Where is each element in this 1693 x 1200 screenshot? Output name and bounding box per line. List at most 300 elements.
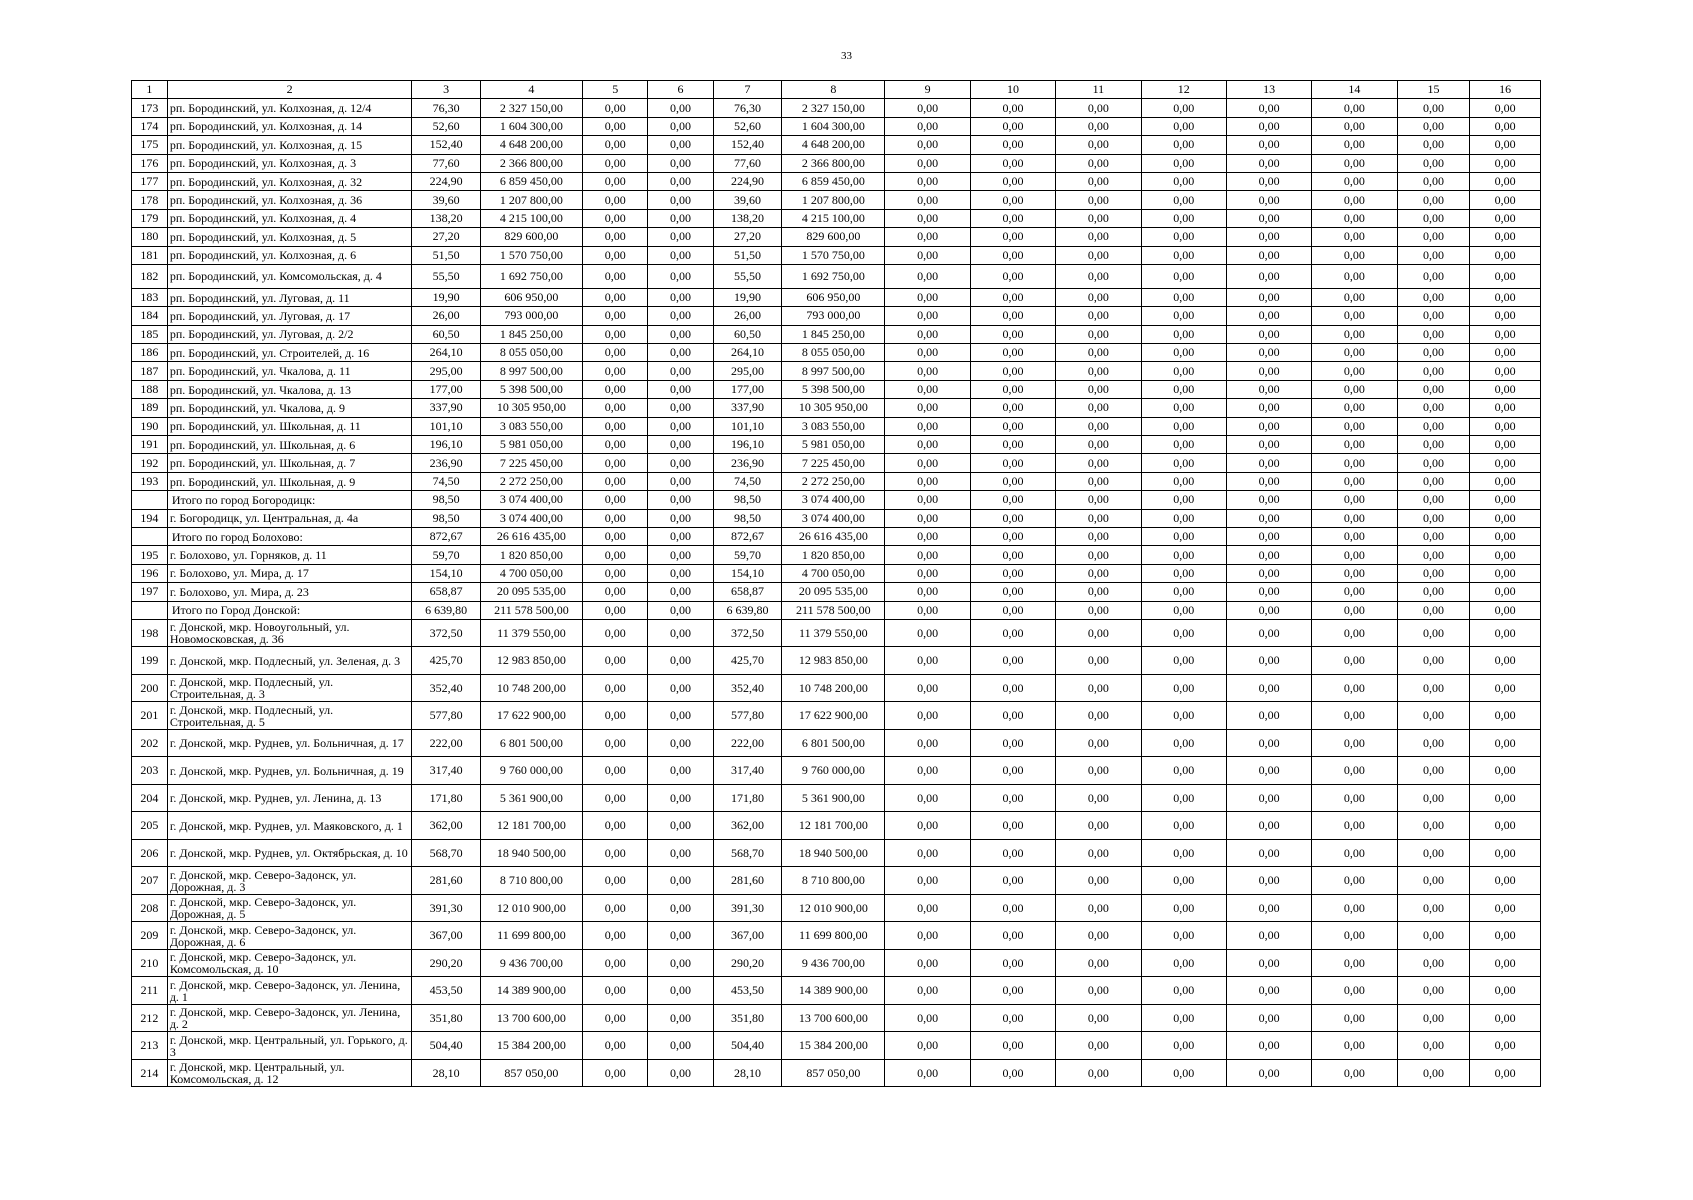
value-cell: 0,00 (970, 491, 1055, 509)
value-cell: 4 648 200,00 (480, 136, 582, 154)
value-cell: 0,00 (885, 325, 970, 343)
value-cell: 0,00 (1312, 1032, 1397, 1060)
value-cell: 372,50 (713, 619, 782, 647)
value-cell: 5 398 500,00 (480, 380, 582, 398)
value-cell: 0,00 (1397, 491, 1470, 509)
value-cell: 0,00 (648, 583, 713, 601)
value-cell: 0,00 (1226, 472, 1311, 490)
value-cell: 0,00 (1312, 172, 1397, 190)
value-cell: 0,00 (583, 228, 648, 246)
address-cell: г. Болохово, ул. Мира, д. 23 (167, 583, 411, 601)
value-cell: 27,20 (713, 228, 782, 246)
value-cell: 0,00 (1141, 757, 1226, 785)
value-cell: 0,00 (1226, 757, 1311, 785)
value-cell: 0,00 (1226, 136, 1311, 154)
value-cell: 0,00 (1141, 647, 1226, 675)
value-cell: 18 940 500,00 (782, 839, 885, 867)
value-cell: 6 639,80 (713, 601, 782, 619)
value-cell: 0,00 (885, 264, 970, 288)
address-cell: Итого по город Болохово: (167, 527, 411, 545)
value-cell: 0,00 (1226, 264, 1311, 288)
table-row (132, 454, 1541, 472)
value-cell: 0,00 (1397, 154, 1470, 172)
value-cell: 0,00 (1312, 647, 1397, 675)
value-cell: 0,00 (1056, 362, 1141, 380)
value-cell: 0,00 (1397, 977, 1470, 1005)
value-cell: 0,00 (1141, 509, 1226, 527)
value-cell: 2 327 150,00 (480, 99, 582, 117)
value-cell: 5 981 050,00 (782, 436, 885, 454)
column-header: 13 (1226, 81, 1311, 99)
value-cell: 0,00 (583, 702, 648, 730)
value-cell: 0,00 (970, 264, 1055, 288)
value-cell: 0,00 (1226, 191, 1311, 209)
value-cell: 0,00 (1397, 117, 1470, 135)
value-cell: 391,30 (412, 894, 481, 922)
table-row (132, 729, 1541, 757)
value-cell: 52,60 (713, 117, 782, 135)
column-header: 10 (970, 81, 1055, 99)
column-header: 4 (480, 81, 582, 99)
value-cell: 0,00 (1056, 228, 1141, 246)
value-cell: 281,60 (412, 867, 481, 895)
value-cell: 0,00 (1470, 325, 1541, 343)
value-cell: 0,00 (583, 172, 648, 190)
value-cell: 0,00 (1397, 674, 1470, 702)
value-cell: 0,00 (1226, 1032, 1311, 1060)
value-cell: 0,00 (1397, 264, 1470, 288)
table-row (132, 1004, 1541, 1032)
value-cell: 0,00 (583, 491, 648, 509)
value-cell: 8 055 050,00 (480, 344, 582, 362)
value-cell: 0,00 (1226, 509, 1311, 527)
value-cell: 0,00 (885, 136, 970, 154)
value-cell: 0,00 (1397, 1004, 1470, 1032)
value-cell: 0,00 (970, 583, 1055, 601)
value-cell: 0,00 (583, 509, 648, 527)
value-cell: 0,00 (648, 509, 713, 527)
value-cell: 317,40 (713, 757, 782, 785)
value-cell: 0,00 (970, 136, 1055, 154)
value-cell: 154,10 (713, 564, 782, 582)
value-cell: 0,00 (1141, 344, 1226, 362)
value-cell: 0,00 (648, 436, 713, 454)
address-cell: рп. Бородинский, ул. Чкалова, д. 11 (167, 362, 411, 380)
value-cell: 0,00 (1141, 839, 1226, 867)
value-cell: 0,00 (583, 264, 648, 288)
value-cell: 5 981 050,00 (480, 436, 582, 454)
value-cell: 138,20 (412, 209, 481, 227)
value-cell: 13 700 600,00 (782, 1004, 885, 1032)
value-cell: 28,10 (412, 1059, 481, 1087)
value-cell: 0,00 (885, 812, 970, 840)
row-number-cell (132, 491, 168, 509)
value-cell: 0,00 (648, 729, 713, 757)
value-cell: 0,00 (885, 191, 970, 209)
table-row (132, 228, 1541, 246)
value-cell: 0,00 (885, 757, 970, 785)
table-row (132, 839, 1541, 867)
value-cell: 0,00 (583, 344, 648, 362)
value-cell: 6 859 450,00 (480, 172, 582, 190)
value-cell: 0,00 (885, 117, 970, 135)
value-cell: 0,00 (1397, 454, 1470, 472)
value-cell: 152,40 (412, 136, 481, 154)
table-row (132, 472, 1541, 490)
value-cell: 0,00 (648, 839, 713, 867)
value-cell: 171,80 (713, 784, 782, 812)
address-cell: рп. Бородинский, ул. Луговая, д. 17 (167, 307, 411, 325)
value-cell: 8 055 050,00 (782, 344, 885, 362)
value-cell: 39,60 (713, 191, 782, 209)
value-cell: 4 700 050,00 (480, 564, 582, 582)
value-cell: 0,00 (1056, 154, 1141, 172)
value-cell: 0,00 (1056, 527, 1141, 545)
value-cell: 317,40 (412, 757, 481, 785)
value-cell: 0,00 (1056, 417, 1141, 435)
value-cell: 0,00 (1397, 136, 1470, 154)
value-cell: 0,00 (1470, 491, 1541, 509)
row-number-cell: 190 (132, 417, 168, 435)
address-cell: рп. Бородинский, ул. Колхозная, д. 4 (167, 209, 411, 227)
value-cell: 6 801 500,00 (782, 729, 885, 757)
value-cell: 425,70 (412, 647, 481, 675)
value-cell: 0,00 (583, 564, 648, 582)
value-cell: 0,00 (648, 191, 713, 209)
value-cell: 606 950,00 (480, 288, 582, 306)
value-cell: 0,00 (1141, 564, 1226, 582)
address-cell: г. Донской, мкр. Руднев, ул. Больничная, д. 19 (167, 757, 411, 785)
value-cell: 0,00 (1141, 362, 1226, 380)
value-cell: 0,00 (648, 894, 713, 922)
table-row (132, 209, 1541, 227)
value-cell: 224,90 (713, 172, 782, 190)
value-cell: 1 570 750,00 (782, 246, 885, 264)
table-row (132, 399, 1541, 417)
table-row (132, 583, 1541, 601)
table-row (132, 757, 1541, 785)
value-cell: 0,00 (1397, 99, 1470, 117)
value-cell: 11 699 800,00 (480, 922, 582, 950)
value-cell: 1 604 300,00 (480, 117, 582, 135)
value-cell: 0,00 (1226, 527, 1311, 545)
value-cell: 0,00 (1470, 757, 1541, 785)
value-cell: 0,00 (970, 307, 1055, 325)
value-cell: 77,60 (713, 154, 782, 172)
value-cell: 0,00 (1470, 509, 1541, 527)
subtotal-row (132, 601, 1541, 619)
value-cell: 0,00 (1397, 325, 1470, 343)
value-cell: 0,00 (1141, 527, 1226, 545)
row-number-cell: 196 (132, 564, 168, 582)
value-cell: 0,00 (1226, 977, 1311, 1005)
value-cell: 236,90 (713, 454, 782, 472)
value-cell: 0,00 (1141, 454, 1226, 472)
value-cell: 0,00 (970, 564, 1055, 582)
value-cell: 55,50 (412, 264, 481, 288)
value-cell: 0,00 (1470, 949, 1541, 977)
value-cell: 0,00 (1312, 399, 1397, 417)
value-cell: 0,00 (648, 1059, 713, 1087)
value-cell: 0,00 (1226, 454, 1311, 472)
value-cell: 0,00 (1226, 1059, 1311, 1087)
value-cell: 0,00 (1470, 136, 1541, 154)
value-cell: 0,00 (1141, 117, 1226, 135)
table-row (132, 564, 1541, 582)
row-number-cell: 200 (132, 674, 168, 702)
value-cell: 1 845 250,00 (480, 325, 582, 343)
value-cell: 0,00 (885, 509, 970, 527)
address-cell: г. Донской, мкр. Руднев, ул. Октябрьская, д. 10 (167, 839, 411, 867)
value-cell: 0,00 (1312, 288, 1397, 306)
value-cell: 0,00 (1056, 307, 1141, 325)
value-cell: 0,00 (1470, 601, 1541, 619)
value-cell: 0,00 (1056, 380, 1141, 398)
row-number-cell: 181 (132, 246, 168, 264)
value-cell: 0,00 (1226, 362, 1311, 380)
value-cell: 0,00 (1397, 246, 1470, 264)
value-cell: 0,00 (1470, 1032, 1541, 1060)
value-cell: 0,00 (583, 583, 648, 601)
address-cell: Итого по город Богородицк: (167, 491, 411, 509)
value-cell: 0,00 (1056, 601, 1141, 619)
row-number-cell: 206 (132, 839, 168, 867)
value-cell: 12 010 900,00 (480, 894, 582, 922)
value-cell: 17 622 900,00 (480, 702, 582, 730)
row-number-cell: 212 (132, 1004, 168, 1032)
value-cell: 0,00 (648, 812, 713, 840)
value-cell: 0,00 (1470, 307, 1541, 325)
value-cell: 0,00 (1056, 99, 1141, 117)
row-number-cell: 198 (132, 619, 168, 647)
value-cell: 0,00 (970, 399, 1055, 417)
value-cell: 0,00 (885, 601, 970, 619)
address-cell: рп. Бородинский, ул. Школьная, д. 11 (167, 417, 411, 435)
value-cell: 0,00 (1056, 564, 1141, 582)
value-cell: 0,00 (1056, 812, 1141, 840)
value-cell: 0,00 (1312, 436, 1397, 454)
value-cell: 658,87 (713, 583, 782, 601)
row-number-cell (132, 527, 168, 545)
value-cell: 0,00 (1226, 867, 1311, 895)
value-cell: 0,00 (1312, 674, 1397, 702)
address-cell: рп. Бородинский, ул. Колхозная, д. 6 (167, 246, 411, 264)
value-cell: 0,00 (970, 601, 1055, 619)
value-cell: 577,80 (713, 702, 782, 730)
value-cell: 0,00 (583, 949, 648, 977)
address-cell: рп. Бородинский, ул. Колхозная, д. 15 (167, 136, 411, 154)
value-cell: 0,00 (1141, 307, 1226, 325)
value-cell: 0,00 (1141, 399, 1226, 417)
value-cell: 0,00 (1397, 527, 1470, 545)
value-cell: 0,00 (970, 674, 1055, 702)
address-cell: г. Донской, мкр. Новоугольный, ул. Новомосковская, д. 36 (167, 619, 411, 647)
value-cell: 0,00 (1312, 977, 1397, 1005)
value-cell: 0,00 (1226, 344, 1311, 362)
row-number-cell: 184 (132, 307, 168, 325)
value-cell: 0,00 (970, 1032, 1055, 1060)
value-cell: 8 997 500,00 (480, 362, 582, 380)
value-cell: 0,00 (1312, 491, 1397, 509)
value-cell: 138,20 (713, 209, 782, 227)
value-cell: 0,00 (885, 619, 970, 647)
value-cell: 5 361 900,00 (782, 784, 885, 812)
value-cell: 0,00 (885, 583, 970, 601)
value-cell: 0,00 (970, 288, 1055, 306)
value-cell: 793 000,00 (782, 307, 885, 325)
value-cell: 0,00 (1226, 583, 1311, 601)
value-cell: 15 384 200,00 (782, 1032, 885, 1060)
table-row (132, 1032, 1541, 1060)
value-cell: 0,00 (1056, 472, 1141, 490)
value-cell: 0,00 (1141, 729, 1226, 757)
value-cell: 76,30 (412, 99, 481, 117)
row-number-cell: 193 (132, 472, 168, 490)
value-cell: 7 225 450,00 (782, 454, 885, 472)
value-cell: 0,00 (885, 702, 970, 730)
value-cell: 0,00 (1141, 702, 1226, 730)
value-cell: 1 570 750,00 (480, 246, 582, 264)
value-cell: 0,00 (648, 325, 713, 343)
row-number-cell: 180 (132, 228, 168, 246)
value-cell: 0,00 (1397, 509, 1470, 527)
value-cell: 0,00 (583, 436, 648, 454)
value-cell: 0,00 (1141, 546, 1226, 564)
value-cell: 0,00 (970, 509, 1055, 527)
value-cell: 0,00 (1397, 812, 1470, 840)
row-number-cell: 179 (132, 209, 168, 227)
address-cell: г. Донской, мкр. Северо-Задонск, ул. Ленина, д. 2 (167, 1004, 411, 1032)
value-cell: 60,50 (412, 325, 481, 343)
value-cell: 0,00 (1226, 288, 1311, 306)
table-row (132, 191, 1541, 209)
table-row (132, 546, 1541, 564)
value-cell: 0,00 (648, 784, 713, 812)
value-cell: 20 095 535,00 (480, 583, 582, 601)
value-cell: 98,50 (713, 491, 782, 509)
value-cell: 0,00 (1141, 949, 1226, 977)
value-cell: 0,00 (1056, 491, 1141, 509)
value-cell: 0,00 (1226, 154, 1311, 172)
value-cell: 0,00 (1312, 564, 1397, 582)
value-cell: 829 600,00 (782, 228, 885, 246)
address-cell: г. Донской, мкр. Центральный, ул. Горького, д. 3 (167, 1032, 411, 1060)
table-body (132, 99, 1541, 1087)
value-cell: 0,00 (885, 1004, 970, 1032)
value-cell: 7 225 450,00 (480, 454, 582, 472)
value-cell: 0,00 (648, 702, 713, 730)
value-cell: 0,00 (648, 288, 713, 306)
address-cell: рп. Бородинский, ул. Чкалова, д. 13 (167, 380, 411, 398)
value-cell: 0,00 (885, 1059, 970, 1087)
value-cell: 0,00 (648, 922, 713, 950)
value-cell: 0,00 (1226, 228, 1311, 246)
value-cell: 28,10 (713, 1059, 782, 1087)
value-cell: 0,00 (1397, 894, 1470, 922)
value-cell: 0,00 (970, 619, 1055, 647)
value-cell: 0,00 (1397, 417, 1470, 435)
value-cell: 10 748 200,00 (782, 674, 885, 702)
row-number-cell: 176 (132, 154, 168, 172)
value-cell: 0,00 (885, 472, 970, 490)
value-cell: 367,00 (412, 922, 481, 950)
value-cell: 372,50 (412, 619, 481, 647)
address-cell: г. Донской, мкр. Подлесный, ул. Строительная, д. 5 (167, 702, 411, 730)
value-cell: 0,00 (1141, 209, 1226, 227)
value-cell: 0,00 (583, 154, 648, 172)
value-cell: 0,00 (970, 117, 1055, 135)
row-number-cell: 209 (132, 922, 168, 950)
value-cell: 0,00 (970, 1004, 1055, 1032)
value-cell: 0,00 (1056, 546, 1141, 564)
value-cell: 0,00 (1226, 949, 1311, 977)
value-cell: 0,00 (1312, 1004, 1397, 1032)
value-cell: 0,00 (1397, 546, 1470, 564)
value-cell: 3 074 400,00 (480, 509, 582, 527)
value-cell: 0,00 (1141, 1032, 1226, 1060)
value-cell: 0,00 (885, 867, 970, 895)
table-row (132, 702, 1541, 730)
value-cell: 0,00 (1226, 839, 1311, 867)
value-cell: 0,00 (648, 949, 713, 977)
value-cell: 0,00 (1312, 1059, 1397, 1087)
value-cell: 11 699 800,00 (782, 922, 885, 950)
value-cell: 0,00 (583, 454, 648, 472)
value-cell: 0,00 (1226, 1004, 1311, 1032)
value-cell: 351,80 (713, 1004, 782, 1032)
value-cell: 0,00 (1397, 191, 1470, 209)
value-cell: 2 272 250,00 (782, 472, 885, 490)
value-cell: 793 000,00 (480, 307, 582, 325)
value-cell: 39,60 (412, 191, 481, 209)
value-cell: 14 389 900,00 (782, 977, 885, 1005)
value-cell: 4 648 200,00 (782, 136, 885, 154)
value-cell: 0,00 (1226, 674, 1311, 702)
value-cell: 0,00 (1397, 757, 1470, 785)
value-cell: 0,00 (885, 228, 970, 246)
address-cell: рп. Бородинский, ул. Колхозная, д. 5 (167, 228, 411, 246)
table-row (132, 380, 1541, 398)
value-cell: 0,00 (1141, 380, 1226, 398)
value-cell: 351,80 (412, 1004, 481, 1032)
value-cell: 18 940 500,00 (480, 839, 582, 867)
value-cell: 0,00 (1470, 867, 1541, 895)
value-cell: 0,00 (1470, 228, 1541, 246)
value-cell: 0,00 (583, 619, 648, 647)
value-cell: 0,00 (648, 99, 713, 117)
column-header: 2 (167, 81, 411, 99)
value-cell: 0,00 (1470, 729, 1541, 757)
address-cell: рп. Бородинский, ул. Колхозная, д. 14 (167, 117, 411, 135)
value-cell: 0,00 (648, 564, 713, 582)
value-cell: 0,00 (1470, 454, 1541, 472)
value-cell: 0,00 (1312, 894, 1397, 922)
value-cell: 0,00 (885, 977, 970, 1005)
value-cell: 352,40 (713, 674, 782, 702)
value-cell: 8 997 500,00 (782, 362, 885, 380)
value-cell: 0,00 (1056, 246, 1141, 264)
value-cell: 4 215 100,00 (782, 209, 885, 227)
value-cell: 0,00 (1312, 246, 1397, 264)
value-cell: 12 181 700,00 (782, 812, 885, 840)
value-cell: 295,00 (713, 362, 782, 380)
value-cell: 0,00 (1141, 784, 1226, 812)
value-cell: 0,00 (648, 117, 713, 135)
value-cell: 0,00 (648, 757, 713, 785)
value-cell: 0,00 (1226, 491, 1311, 509)
value-cell: 0,00 (1141, 867, 1226, 895)
row-number-cell: 187 (132, 362, 168, 380)
